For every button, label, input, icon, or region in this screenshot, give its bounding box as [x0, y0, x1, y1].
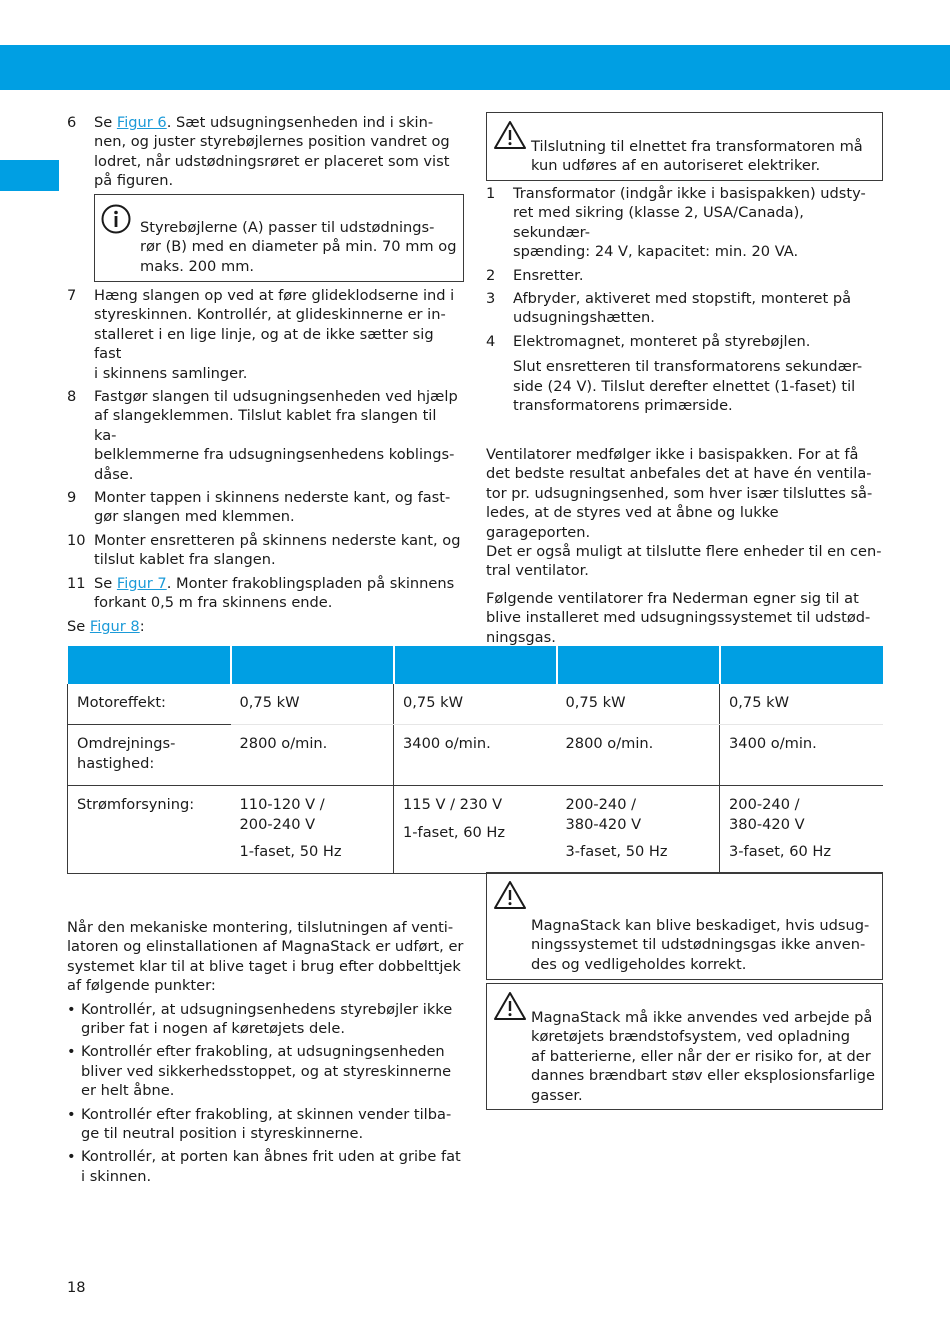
bullet-icon: • [67, 1043, 76, 1061]
electric-warning-box [486, 112, 883, 181]
see-prefix: Se [67, 618, 90, 635]
chapter-tab [0, 160, 59, 191]
install-steps-bottom [67, 286, 463, 617]
cell-value: 0,75 kW [239, 694, 300, 711]
component-number: 3 [486, 290, 496, 308]
table-header-cell [720, 646, 883, 684]
figure-link[interactable]: Figur 6 [116, 114, 167, 131]
step-text-part: Monter ensretteren på skinnens nederste kant, og tilslut kablet fra slangen. [94, 531, 461, 569]
component-text: Afbryder, aktiveret med stopstift, monteret på udsugningshætten. [513, 290, 852, 327]
step-text-part: Fastgør slangen til udsugningsenheden ved hjælp af slangeklemmen. Tilslut kablet fra slangen til ka- belklemmerne fra udsugningsenhedens koblings- dåse. [94, 388, 458, 483]
step-number: 8 [67, 388, 77, 406]
bullet-icon: • [67, 1000, 76, 1018]
cell-value: 2800 o/min. [239, 735, 328, 753]
step-text-part: Se [94, 114, 117, 131]
bullet-icon: • [67, 1105, 76, 1123]
cell-value: 0,75 kW [729, 694, 790, 711]
header-band [0, 45, 950, 90]
warning-icon [493, 991, 527, 1021]
step-number: 6 [67, 114, 77, 131]
component-text: Elektromagnet, monteret på styrebøjlen. [513, 332, 811, 350]
table-cell [557, 725, 720, 786]
install-step [67, 574, 463, 613]
cell-value: 115 V / 230 V [403, 796, 503, 814]
bullet-icon: • [67, 1148, 76, 1166]
component-number: 1 [486, 185, 496, 202]
step-text-part: Monter tappen i skinnens nederste kant, og fast- gør slangen med klemmen. [94, 489, 451, 526]
figure-8-link[interactable]: Figur 8 [89, 618, 140, 635]
info-note-box [94, 194, 464, 282]
table-header-cell [68, 646, 231, 684]
table-row [68, 684, 883, 725]
electric-warning-text: Tilslutning til elnettet fra transformatoren må kun udføres af en autoriseret elektriker. [531, 138, 863, 175]
component-item [486, 266, 884, 285]
startup-section [67, 918, 465, 1190]
install-step [67, 531, 463, 570]
table-cell [231, 786, 394, 874]
table-cell [557, 684, 720, 725]
step-text-part: . Monter frakoblingspladen på skinnens forkant 0,5 m fra skinnens ende. [94, 574, 455, 612]
install-step [67, 488, 463, 527]
warning-icon [493, 880, 527, 910]
see-figure-8 [67, 617, 145, 636]
row-label: Motoreffekt: [68, 684, 231, 725]
figure-link[interactable]: Figur 7 [116, 574, 167, 592]
cell-value: 1-faset, 60 Hz [403, 823, 506, 841]
table-cell [231, 684, 394, 725]
components-note: Slut ensretteren til transformatorens sekundær- side (24 V). Tilslut derefter elnettet (1-faset) til transformatorens primærside. [513, 358, 863, 415]
fans-paragraph-1: Ventilatorer medfølger ikke i basispakken. For at få det bedste resultat anbefales det at have én ventila- tor pr. udsugningsenhed, som hver især tilsluttes så- ledes, at de styres ved at åbne og lukke garageporten. Det er også muligt at tilslutte flere enheder til en cen- tral ventilator. [486, 446, 882, 580]
install-steps-top [67, 113, 463, 195]
damage-warning-text: MagnaStack kan blive beskadiget, hvis udsug- ningssystemet til udstødningsgas ikke anven- des og vedligeholdes korrekt. [531, 917, 870, 973]
damage-warning-box [486, 872, 883, 980]
table-cell [720, 786, 883, 874]
step-number: 9 [67, 489, 77, 507]
cell-value: 0,75 kW [565, 694, 626, 711]
page-number: 18 [67, 1279, 86, 1296]
table-row [68, 786, 883, 874]
table-row [68, 725, 883, 786]
table-cell [720, 684, 883, 725]
table-header-cell [394, 646, 557, 684]
fans-section [486, 445, 884, 655]
step-number: 10 [67, 531, 86, 549]
checklist-text: Kontrollér, at udsugningsenhedens styrebøjler ikke griber fat i nogen af køretøjets dele. [81, 1000, 453, 1038]
startup-intro: Når den mekaniske montering, tilslutningen af venti- latoren og elinstallationen af MagnaStack er udført, er systemet klar til at blive taget i brug efter dobbelttjek af følgende punkter: [67, 919, 464, 995]
cell-value: 1-faset, 50 Hz [239, 843, 342, 861]
table-cell [394, 684, 557, 725]
cell-value: 3400 o/min. [729, 735, 817, 753]
info-icon [101, 204, 131, 234]
cell-value: 3400 o/min. [403, 735, 491, 753]
step-text [94, 286, 463, 383]
table-header-row [68, 646, 883, 684]
component-item [486, 289, 884, 328]
see-suffix: : [139, 618, 145, 635]
cell-value: 0,75 kW [403, 694, 464, 711]
component-item [486, 332, 884, 351]
checklist-item [67, 1105, 465, 1144]
table-cell [720, 725, 883, 786]
checklist-item [67, 1042, 465, 1100]
step-text [94, 113, 463, 191]
step-text [94, 488, 463, 527]
table-cell [394, 725, 557, 786]
step-text [94, 574, 463, 613]
info-note-text: Styrebøjlerne (A) passer til udstødnings- rør (B) med en diameter på min. 70 mm og maks. 200 mm. [140, 219, 457, 275]
checklist-text: Kontrollér, at porten kan åbnes frit uden at gribe fat i skinnen. [81, 1148, 461, 1185]
fans-paragraph-2: Følgende ventilatorer fra Nederman egner sig til at blive installeret med udsugningssystemet til udstød- ningsgas. [486, 589, 871, 646]
cell-value: 200-240 / 380-420 V [729, 796, 805, 833]
cell-value: 3-faset, 50 Hz [565, 843, 668, 861]
step-number: 7 [67, 287, 77, 304]
install-step [67, 113, 463, 191]
cell-value: 2800 o/min. [565, 735, 654, 753]
row-label: Omdrejnings- hastighed: [68, 725, 231, 786]
install-step [67, 387, 463, 484]
components-list [486, 184, 884, 415]
table-header-cell [231, 646, 394, 684]
component-item [486, 184, 884, 262]
step-text-part: . Sæt udsugningsenheden ind i skin- nen, og juster styrebøjlernes position vandret og lodret, når udstødningsrøret er placeret som vist på figuren. [94, 114, 450, 190]
checklist-text: Kontrollér efter frakobling, at skinnen vender tilba- ge til neutral position i styreskinnerne. [81, 1105, 452, 1143]
component-text: Transformator (indgår ikke i basispakken) udsty- ret med sikring (klasse 2, USA/Canada), sekundær- spænding: 24 V, kapacitet: min. 20 VA. [513, 185, 866, 261]
step-text-part: Hæng slangen op ved at føre glideklodserne ind i styreskinnen. Kontrollér, at glideskinnerne er in- stalleret i en lige linje, og at de ikke sætter sig fast i skinnens samlinger. [94, 287, 455, 382]
step-text-part: Se [94, 574, 117, 592]
fuel-warning-box [486, 983, 883, 1110]
step-number: 11 [67, 574, 86, 592]
table-cell [231, 725, 394, 786]
table-cell [394, 786, 557, 874]
fuel-warning-text: MagnaStack må ikke anvendes ved arbejde på køretøjets brændstofsystem, ved opladning af batterierne, eller når der er risiko for, at der dannes brændbart støv eller eksplosionsfarlige gasser. [531, 1009, 875, 1104]
checklist-text: Kontrollér efter frakobling, at udsugningsenheden bliver ved sikkerhedsstoppet, og at styreskinnerne er helt åbne. [81, 1043, 452, 1100]
row-label: Strømforsyning: [68, 786, 231, 874]
step-text [94, 387, 463, 484]
checklist-item [67, 1147, 465, 1186]
table-header-cell [557, 646, 720, 684]
component-number: 2 [486, 266, 496, 284]
cell-value: 3-faset, 60 Hz [729, 843, 832, 861]
fan-spec-table [67, 646, 883, 874]
cell-value: 110-120 V / 200-240 V [239, 796, 325, 833]
component-text: Ensretter. [513, 266, 584, 284]
table-cell [557, 786, 720, 874]
cell-value: 200-240 / 380-420 V [565, 796, 642, 833]
step-text [94, 531, 463, 570]
checklist-item [67, 1000, 465, 1039]
install-step [67, 286, 463, 383]
warning-icon [493, 120, 527, 150]
component-number: 4 [486, 332, 496, 350]
